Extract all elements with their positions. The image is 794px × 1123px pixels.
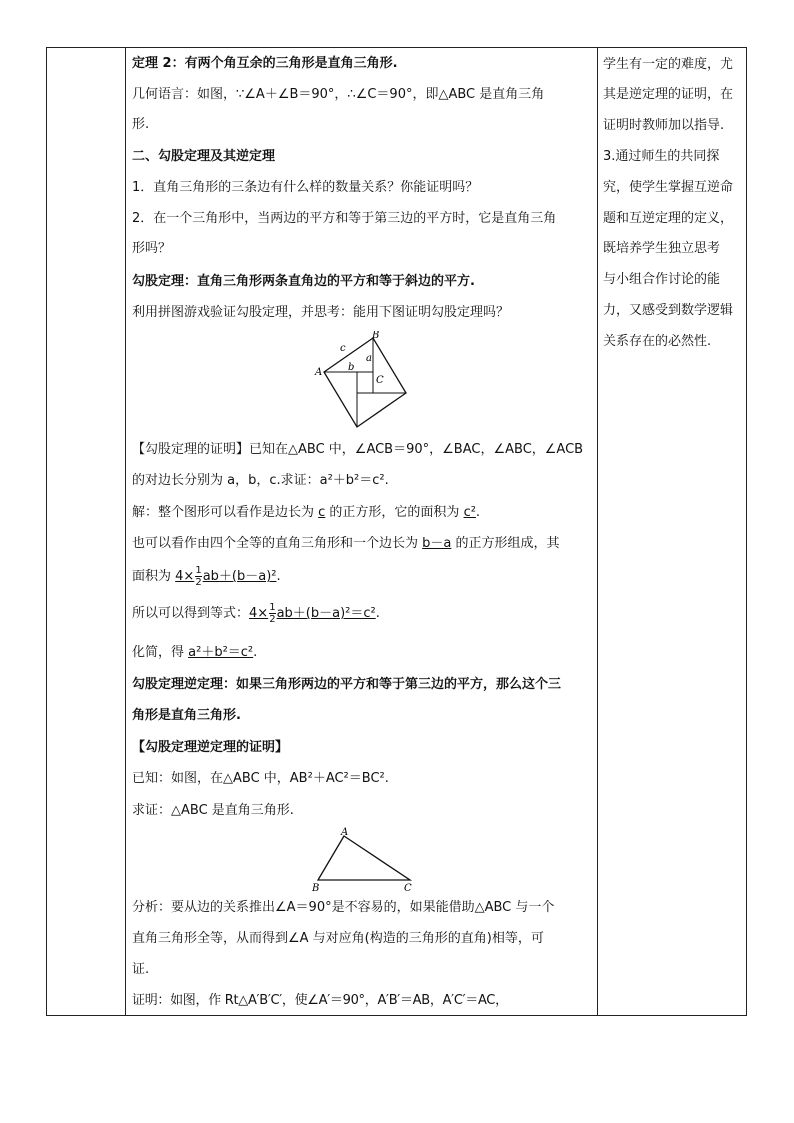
fig1-label-B: B (372, 331, 380, 341)
note-line: 其是逆定理的证明，在 (603, 87, 734, 102)
section-heading: 二、勾股定理及其逆定理 (132, 149, 276, 164)
pythagorean-theorem: 勾股定理：直角三角形两条直角边的平方和等于斜边的平方. (132, 274, 475, 289)
converse-proof-heading: 【勾股定理逆定理的证明】 (132, 740, 289, 755)
theorem-2: 定理 2：有两个角互余的三角形是直角三角形. (132, 56, 398, 71)
note-line: 学生有一定的难度，尤 (603, 57, 734, 72)
analysis-line-1: 分析：要从边的关系推出∠A＝90°是不容易的，如果能借助△ABC 与一个 (132, 900, 555, 915)
fig1-label-A: A (315, 367, 323, 378)
proof-given-cont: 的对边长分别为 a，b，c.求证：a²＋b²＝c². (132, 473, 389, 488)
proof-given: 【勾股定理的证明】已知在△ABC 中，∠ACB＝90°，∠BAC，∠ABC，∠ACB (132, 442, 584, 457)
fig2-label-C: C (404, 883, 412, 893)
note-line: 关系存在的必然性. (603, 334, 712, 349)
note-line: 既培养学生独立思考 (603, 241, 721, 256)
note-line: 与小组合作讨论的能 (603, 272, 721, 287)
fig2-label-A: A (341, 827, 349, 838)
solution-simplify: 化简，得 a²＋b²＝c². (132, 645, 258, 660)
fig1-label-a: a (366, 353, 372, 364)
fig1-label-c: c (340, 343, 346, 354)
converse-prove: 求证：△ABC 是直角三角形. (132, 803, 294, 818)
solution-area: 面积为 4× $\frac{1}{2}$ ab＋(b－a)². (132, 565, 281, 588)
note-line: 究，使学生掌握互逆命 (603, 180, 734, 195)
note-line: 3.通过师生的共同探 (603, 149, 720, 164)
analysis-line-3: 证. (132, 962, 150, 977)
square-proof-figure (310, 331, 410, 429)
question-2: 2．在一个三角形中，当两边的平方和等于第三边的平方时，它是直角三角 (132, 211, 557, 226)
solution-line-2: 也可以看作由四个全等的直角三角形和一个边长为 b－a 的正方形组成，其 (132, 536, 560, 551)
geometry-language: 几何语言：如图，∵∠A＋∠B＝90°，∴∠C＝90°，即△ABC 是直角三角 (132, 87, 545, 102)
converse-theorem: 勾股定理逆定理：如果三角形两边的平方和等于第三边的平方，那么这个三 (132, 677, 562, 692)
note-line: 力，又感受到数学逻辑 (603, 303, 734, 318)
triangle-abc-figure (308, 827, 416, 893)
question-1: 1．直角三角形的三条边有什么样的数量关系？你能证明吗？ (132, 180, 479, 195)
fig2-label-B: B (312, 883, 320, 893)
solution-equation: 所以可以得到等式：4× $\frac{1}{2}$ ab＋(b－a)²＝c². (132, 602, 380, 625)
fig1-label-C: C (376, 375, 384, 386)
column-divider-left (125, 48, 126, 1015)
note-line: 证明时教师加以指导. (603, 118, 725, 133)
solution-line-1: 解：整个图形可以看作是边长为 c 的正方形，它的面积为 c². (132, 505, 481, 520)
note-line: 题和互逆定理的定义， (603, 211, 734, 226)
geometry-language-cont: 形. (132, 117, 150, 132)
fig1-label-b: b (348, 362, 355, 373)
puzzle-prompt: 利用拼图游戏验证勾股定理，并思考：能用下图证明勾股定理吗？ (132, 305, 510, 320)
question-2-cont: 形吗？ (132, 241, 172, 256)
converse-theorem-cont: 角形是直角三角形. (132, 708, 241, 723)
proof-line: 证明：如图，作 Rt△A′B′C′，使∠A′＝90°，A′B′＝AB，A′C′＝AC， (132, 993, 508, 1008)
analysis-line-2: 直角三角形全等，从而得到∠A 与对应角(构造的三角形的直角)相等，可 (132, 931, 544, 946)
converse-given: 已知：如图，在△ABC 中，AB²＋AC²＝BC². (132, 771, 389, 786)
column-divider-right (597, 48, 598, 1015)
